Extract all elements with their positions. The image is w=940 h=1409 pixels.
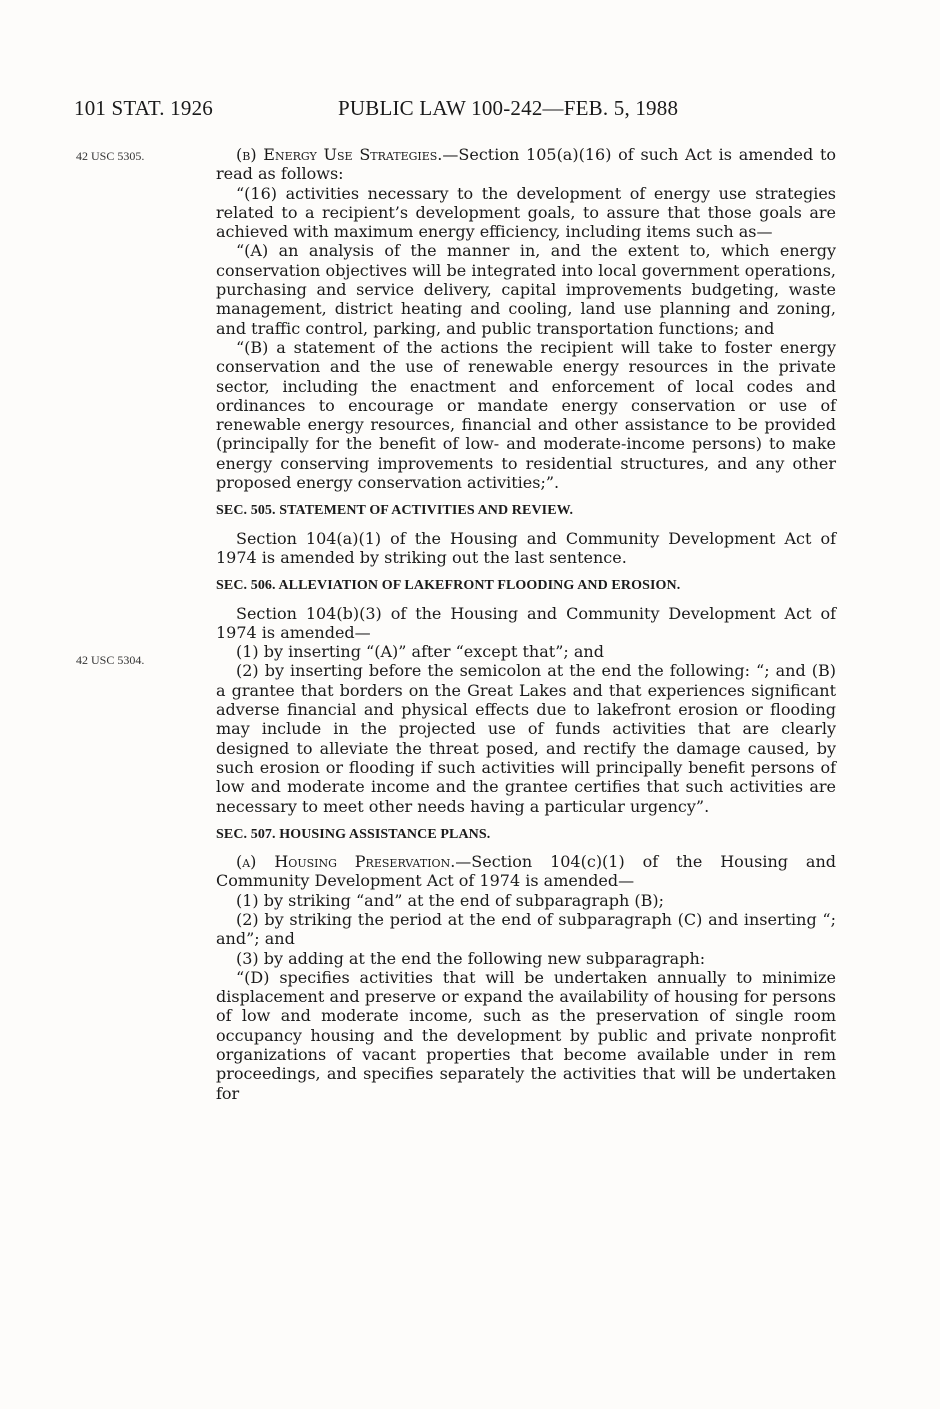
subparagraph-A: “(A) an analysis of the manner in, and the extent to, which energy conservation objectives will be integrated into local government operations, purchasing and service delivery, capital improvements budgeting, waste management, district heating and cooling, land use planning and zoning, and traffic control, parking, and public transportation functions; and	[216, 241, 836, 338]
page-stat-number: 101 STAT. 1926	[74, 96, 213, 120]
paragraph-16: “(16) activities necessary to the development of energy use strategies related to a recipient’s development goals, to assure that those goals are achieved with maximum energy efficiency, including items such as—	[216, 183, 836, 242]
subsection-b-text: —Section 105(a)(16) of such Act is amended to read as follows:	[216, 145, 837, 184]
body-text	[216, 145, 836, 1103]
subparagraph-D: “(D) specifies activities that will be undertaken annually to minimize displacement and preserve or expand the availability of housing for persons of low and moderate income, such as the preservation of single room occupancy housing and the development by public and private nonprofit organizations of vacant properties that become available under in rem proceedings, and specifies separately the activities that will be undertaken for	[216, 967, 836, 1103]
section-506-item-1: (1) by inserting “(A)” after “except that”; and	[236, 642, 604, 662]
margin-citation-5304: 42 USC 5304.	[76, 653, 145, 667]
section-506-item-2: (2) by inserting before the semicolon at the end the following: “; and (B) a grantee that borders on the Great Lakes and that experiences significant adverse financial and physical effects due to lakefront erosion or flooding may include in the projected use of funds activities that are clearly designed to alleviate the threat posed, and rectify the damage caused, by such erosion or flooding if such activities will principally benefit persons of low and moderate income and the grantee certifies that such activities are necessary to meet other needs having a particular urgency”.	[216, 661, 836, 816]
subsection-b	[216, 145, 836, 184]
section-505-heading: SEC. 505. STATEMENT OF ACTIVITIES AND REVIEW.	[216, 503, 574, 519]
subsection-b-heading: (b) Energy Use Strategies.	[236, 145, 443, 164]
section-506-text: Section 104(b)(3) of the Housing and Community Development Act of 1974 is amended—	[216, 603, 836, 642]
subsection-a	[216, 852, 836, 891]
section-507-item-3: (3) by adding at the end the following new subparagraph:	[236, 948, 706, 968]
section-506-heading: SEC. 506. ALLEVIATION OF LAKEFRONT FLOODING AND EROSION.	[216, 578, 681, 594]
public-law-title: PUBLIC LAW 100-242—FEB. 5, 1988	[338, 96, 679, 120]
subsection-a-heading: (a) Housing Preservation.	[236, 852, 456, 872]
section-505-text: Section 104(a)(1) of the Housing and Community Development Act of 1974 is amended by striking out the last sentence.	[216, 528, 836, 567]
subparagraph-B: “(B) a statement of the actions the recipient will take to foster energy conservation and the use of renewable energy resources in the private sector, including the enactment and enforcement of local codes and ordinances to encourage or mandate energy conservation or use of renewable energy resources, financial and other assistance to be provided (principally for the benefit of low- and moderate-income persons) to make energy conserving improvements to residential structures, and any other proposed energy conservation activities;”.	[216, 337, 836, 493]
section-507-item-1: (1) by striking “and” at the end of subparagraph (B);	[236, 890, 665, 910]
section-507-heading: SEC. 507. HOUSING ASSISTANCE PLANS.	[216, 826, 491, 842]
subsection-a-text: —Section 104(c)(1) of the Housing and Community Development Act of 1974 is amended—	[216, 852, 836, 891]
section-507-item-2: (2) by striking the period at the end of subparagraph (C) and inserting “; and”; and	[216, 909, 836, 949]
margin-citation-5305: 42 USC 5305.	[76, 149, 145, 163]
